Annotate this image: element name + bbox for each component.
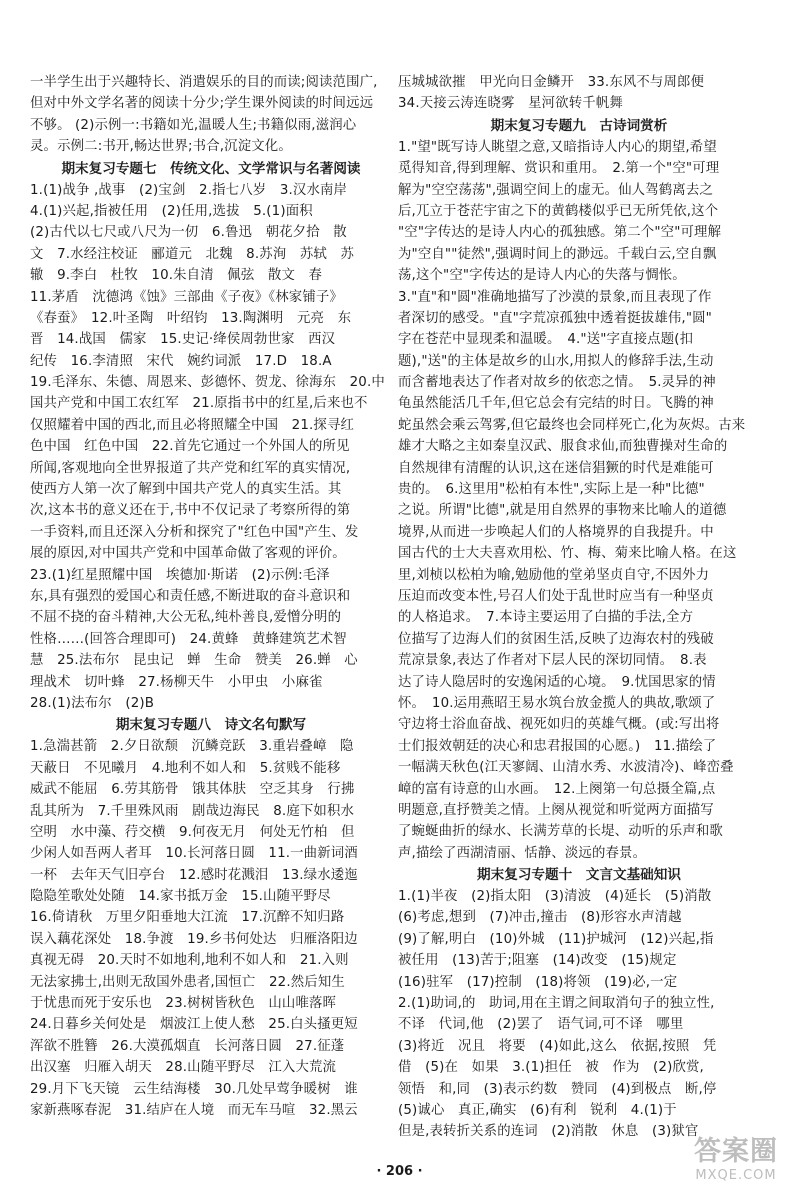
text-line: 1.(1)战争 ,战事 (2)宝剑 2.指七八岁 3.汉水南岸 [30, 182, 348, 198]
text-line: 解为"空空荡荡",强调空间上的虚无。仙人驾鹤离去之 [398, 182, 713, 198]
text-line: 晋 14.战国 儒家 15.史记·绛侯周勃世家 西汉 [30, 332, 336, 348]
text-line: 次,这本书的意义还在于,书中不仅记录了考察所得的第 [30, 503, 351, 519]
text-line: 了蜿蜒曲折的绿水、长满芳草的长堤、动听的乐声和歌 [398, 824, 723, 840]
text-line: 23.(1)红星照耀中国 埃德加·斯诺 (2)示例:毛泽 [30, 567, 330, 583]
text-line: 真视无碍 20.天时不如地利,地利不如人和 21.入则 [30, 953, 349, 969]
text-line: (3)将近 况且 将要 (4)如此,这么 依据,按照 凭 [398, 1038, 717, 1054]
text-line: 题),"送"的主体是故乡的山水,用拟人的修辞手法,生动 [398, 353, 714, 369]
text-line: 34.天接云涛连晓雾 星河欲转千帆舞 [398, 96, 623, 112]
text-line: 东,具有强烈的爱国心和责任感,不断进取的奋斗意识和 [30, 588, 351, 604]
text-line: 19.毛泽东、朱德、周恩来、彭德怀、贺龙、徐海东 20.中 [30, 375, 385, 391]
text-line: 声,描绘了西湖清丽、恬静、淡远的春景。 [398, 845, 647, 861]
text-line: 荡,这个"空"字传达的是诗人内心的失落与惆怅。 [398, 268, 686, 284]
text-line: 但对中外文学名著的阅读十分少;学生课外阅读的时间远远 [30, 96, 374, 112]
text-line: 色中国 红色中国 22.首先它通过一个外国人的所见 [30, 439, 350, 455]
text-line: 而含蓄地表达了作者对故乡的依恋之情。 5.灵异的神 [398, 375, 716, 391]
text-line: 无法家拂士,出则无敌国外患者,国恒亡 22.然后知生 [30, 974, 345, 990]
text-line: (2)古代以七尺或八尺为一仞 6.鲁迅 朝花夕拾 散 [30, 225, 347, 241]
text-line: 16.倚请秋 万里夕阳垂地大江流 17.沉醉不知归路 [30, 910, 345, 926]
text-line: 被任用 (13)苦于;阻塞 (14)改变 (15)规定 [398, 953, 677, 969]
text-line: (9)了解,明白 (10)外城 (11)护城河 (12)兴起,指 [398, 931, 714, 947]
text-line: 蛇虽然会乘云驾雾,但它最终也会同样死亡,化为灰烬。古来 [398, 417, 746, 433]
text-line: 一半学生出于兴趣特长、消遣娱乐的目的而读;阅读范围广, [30, 75, 378, 90]
text-line: 一杯 去年天气旧亭台 12.感时花溅泪 13.绿水逶迤 [30, 867, 358, 883]
text-line: (16)驻军 (17)控制 (18)将领 (19)必,一定 [398, 974, 678, 990]
text-line: 境界,从而进一步唤起人们的人格境界的自我提升。中 [398, 524, 714, 540]
text-line: 纪传 16.李清照 宋代 婉约词派 17.D 18.A [30, 353, 332, 369]
text-line: 后,兀立于苍茫宇宙之下的黄鹤楼似乎已无所凭依,这个 [398, 203, 719, 219]
text-line: 不译 代词,他 (2)罢了 语气词,可不译 哪里 [398, 1017, 684, 1033]
text-line: 仅照耀着中国的西北,而且必将照耀全中国 21.探寻红 [30, 417, 355, 433]
watermark-url: MXQE.COM [695, 1168, 777, 1183]
watermark-logo [682, 1136, 790, 1192]
text-line: 但是,表转折关系的连词 (2)消散 休息 (3)狱官 [398, 1124, 699, 1140]
text-line: 1."望"既写诗人眺望之意,又暗指诗人内心的期望,希望 [398, 139, 717, 155]
text-line: "空"字传达的是诗人内心的孤独感。第二个"空"可理解 [398, 225, 722, 241]
text-line: 1.(1)半夜 (2)指太阳 (3)清波 (4)延长 (5)消散 [398, 889, 712, 905]
text-line: 士们报效朝廷的决心和忠君报国的心愿。) 11.描绘了 [398, 738, 717, 754]
text-line: 29.月下飞天镜 云生结海楼 30.几处早莺争暖树 谁 [30, 1081, 358, 1097]
text-line: 展的原因,对中国共产党和中国革命做了客观的评价。 [30, 546, 346, 562]
section-heading: 期末复习专题七 传统文化、文学常识与名著阅读 [61, 160, 361, 177]
text-line: 位描写了边海人们的贫困生活,反映了边海农村的残破 [398, 631, 714, 647]
text-line: 辙 9.李白 杜牧 10.朱自清 佩弦 散文 春 [30, 268, 323, 284]
text-line: 隐隐笙歌处处随 14.家书抵万金 15.山随平野尽 [30, 889, 331, 905]
text-line: 慧 25.法布尔 昆虫记 蝉 生命 赞美 26.蝉 心 [30, 653, 358, 669]
text-line: 不够。 (2)示例一:书籍如光,温暖人生;书籍似雨,滋润心 [30, 117, 357, 133]
section-heading: 期末复习专题十 文言文基础知识 [477, 867, 681, 884]
text-line: 性格……(回答合理即可) 24.黄蜂 黄蜂建筑艺术智 [30, 631, 347, 647]
text-line: 之说。所谓"比德",就是用自然界的事物来比喻人的道德 [398, 503, 727, 519]
text-line: 压迫而改变本性,号召人们处于乱世时应当有一种坚贞 [398, 588, 714, 604]
text-line: 压城城欲摧 甲光向日金鳞开 33.东风不与周郎便 [398, 75, 705, 90]
text-line: 理战术 切叶蜂 27.杨柳天牛 小甲虫 小麻雀 [30, 674, 323, 690]
text-line: 使西方人第一次了解到中国共产党人的真实生活。其 [30, 482, 342, 498]
text-line: 浑欲不胜簪 26.大漠孤烟直 长河落日圆 27.征蓬 [30, 1038, 345, 1054]
text-line: 11.茅盾 沈德鸿《蚀》三部曲《子夜》《林家铺子》 [30, 289, 343, 305]
text-line: (5)诚心 真正,确实 (6)有利 锐利 4.(1)于 [398, 1102, 677, 1118]
text-line: 荒凉景象,表达了作者对下层人民的深切同情。 8.表 [398, 653, 707, 669]
text-line: 空明 水中藻、荇交横 9.何夜无月 何处无竹柏 但 [30, 824, 355, 840]
text-line: 一手资料,而且还深入分析和探究了"红色中国"产生、发 [30, 524, 359, 540]
text-line: 4.(1)兴起,指被任用 (2)任用,选拔 5.(1)面积 [30, 203, 313, 219]
text-line: 怀。 10.运用燕昭王易水筑台放金揽人的典故,歌颂了 [398, 695, 716, 711]
text-line: 《春蚕》 12.叶圣陶 叶绍钧 13.陶渊明 元亮 东 [30, 310, 352, 326]
text-line: 国古代的士大夫喜欢用松、竹、梅、菊来比喻人格。在这 [398, 546, 737, 562]
right-column [398, 72, 760, 1143]
text-line: 2.(1)助词,的 助词,用在主谓之间取消句子的独立性, [398, 996, 715, 1012]
text-line: 家新燕啄春泥 31.结庐在人境 而无车马喧 32.黑云 [30, 1102, 358, 1118]
text-line: (6)考虑,想到 (7)冲击,撞击 (8)形容水声清越 [398, 910, 682, 926]
text-line: 不屈不挠的奋斗精神,大公无私,纯朴善良,爱憎分明的 [30, 610, 342, 626]
text-line: 威武不能屈 6.劳其筋骨 饿其体肤 空乏其身 行拂 [30, 782, 355, 798]
text-line: 于忧患而死于安乐也 23.树树皆秋色 山山唯落晖 [30, 996, 337, 1012]
text-line: 里,刘桢以松柏为喻,勉励他的堂弟坚贞自守,不因外力 [398, 567, 710, 583]
text-line: 文 7.水经注校证 郦道元 北魏 8.苏洵 苏轼 苏 [30, 246, 355, 262]
text-line: 28.(1)法布尔 (2)B [30, 695, 155, 711]
text-line: 嶂的富有诗意的山水画。 12.上阕第一句总摄全篇,点 [398, 781, 716, 797]
text-line: 字在苍茫中显现柔和温暖。 4."送"字直接点题(扣 [398, 332, 694, 348]
text-line: 守边将士浴血奋战、视死如归的英雄气概。(或:写出将 [398, 717, 720, 733]
text-line: 的人格追求。 7.本诗主要运用了白描的手法,全方 [398, 610, 694, 626]
text-line: 贵的。 6.这里用"松柏有本性",实际上是一种"比德" [398, 482, 705, 498]
text-line: 3."直"和"圆"准确地描写了沙漠的景象,而且表现了作 [398, 289, 712, 305]
text-line: 出汉塞 归雁入胡天 28.山随平野尽 江入大荒流 [30, 1060, 337, 1076]
text-line: 天蔽日 不见曦月 4.地利不如人和 5.贫贱不能移 [30, 760, 341, 776]
text-line: 灵。示例二:书开,畅达世界;书合,沉淀文化。 [30, 139, 292, 155]
text-line: 乱其所为 7.千里殊风雨 剧哉边海民 8.庭下如积水 [30, 803, 355, 819]
text-line: 误入藕花深处 18.争渡 19.乡书何处达 归雁洛阳边 [30, 931, 358, 947]
text-line: 24.日暮乡关何处是 烟波江上使人愁 25.白头搔更短 [30, 1017, 358, 1033]
text-line: 觅得知音,得到理解、赏识和重用。 2.第一个"空"可理 [398, 161, 720, 177]
watermark-title: 答案圈 [694, 1136, 778, 1167]
section-heading: 期末复习专题八 诗文名句默写 [115, 717, 307, 734]
text-line: 自然规律有清醒的认识,这在迷信猖獗的时代是难能可 [398, 460, 714, 476]
text-line: 者深切的感受。"直"字荒凉孤独中透着挺拔雄伟,"圆" [398, 310, 712, 326]
text-line: 明题意,直抒赞美之情。上阕从视觉和听觉两方面描写 [398, 802, 714, 818]
text-line: 一幅满天秋色(江天寥阔、山清水秀、水波清冷)、峰峦叠 [398, 760, 734, 776]
text-line: 雄才大略之主如秦皇汉武、服食求仙,而独曹操对生命的 [398, 439, 728, 455]
text-line: 少闲人如吾两人者耳 10.长河落日圆 11.一曲新词酒 [30, 846, 358, 862]
text-line: 1.急湍甚箭 2.夕日欲颓 沉鳞竞跃 3.重岩叠嶂 隐 [30, 739, 354, 755]
text-line: 借 (5)在 如果 3.(1)担任 被 作为 (2)欣赏, [398, 1060, 704, 1076]
text-line: 达了诗人隐居时的安逸闲适的心境。 9.忧国思家的情 [398, 674, 716, 690]
section-heading: 期末复习专题九 古诗词赏析 [490, 117, 668, 134]
text-line: 为"空自""徒然",强调时间上的渺远。千载白云,空自飘 [398, 246, 717, 262]
page-number: · 206 · [376, 1164, 423, 1179]
text-line: 国共产党和中国工农红军 21.原指书中的红星,后来也不 [30, 396, 368, 412]
text-line: 龟虽然能活几千年,但它总会有完结的时日。飞腾的神 [398, 396, 714, 412]
text-line: 领悟 和,同 (3)表示约数 赞同 (4)到极点 断,停 [398, 1081, 717, 1097]
text-line: 所闻,客观地向全世界报道了共产党和红军的真实情况, [30, 460, 351, 476]
left-column [30, 72, 392, 1121]
